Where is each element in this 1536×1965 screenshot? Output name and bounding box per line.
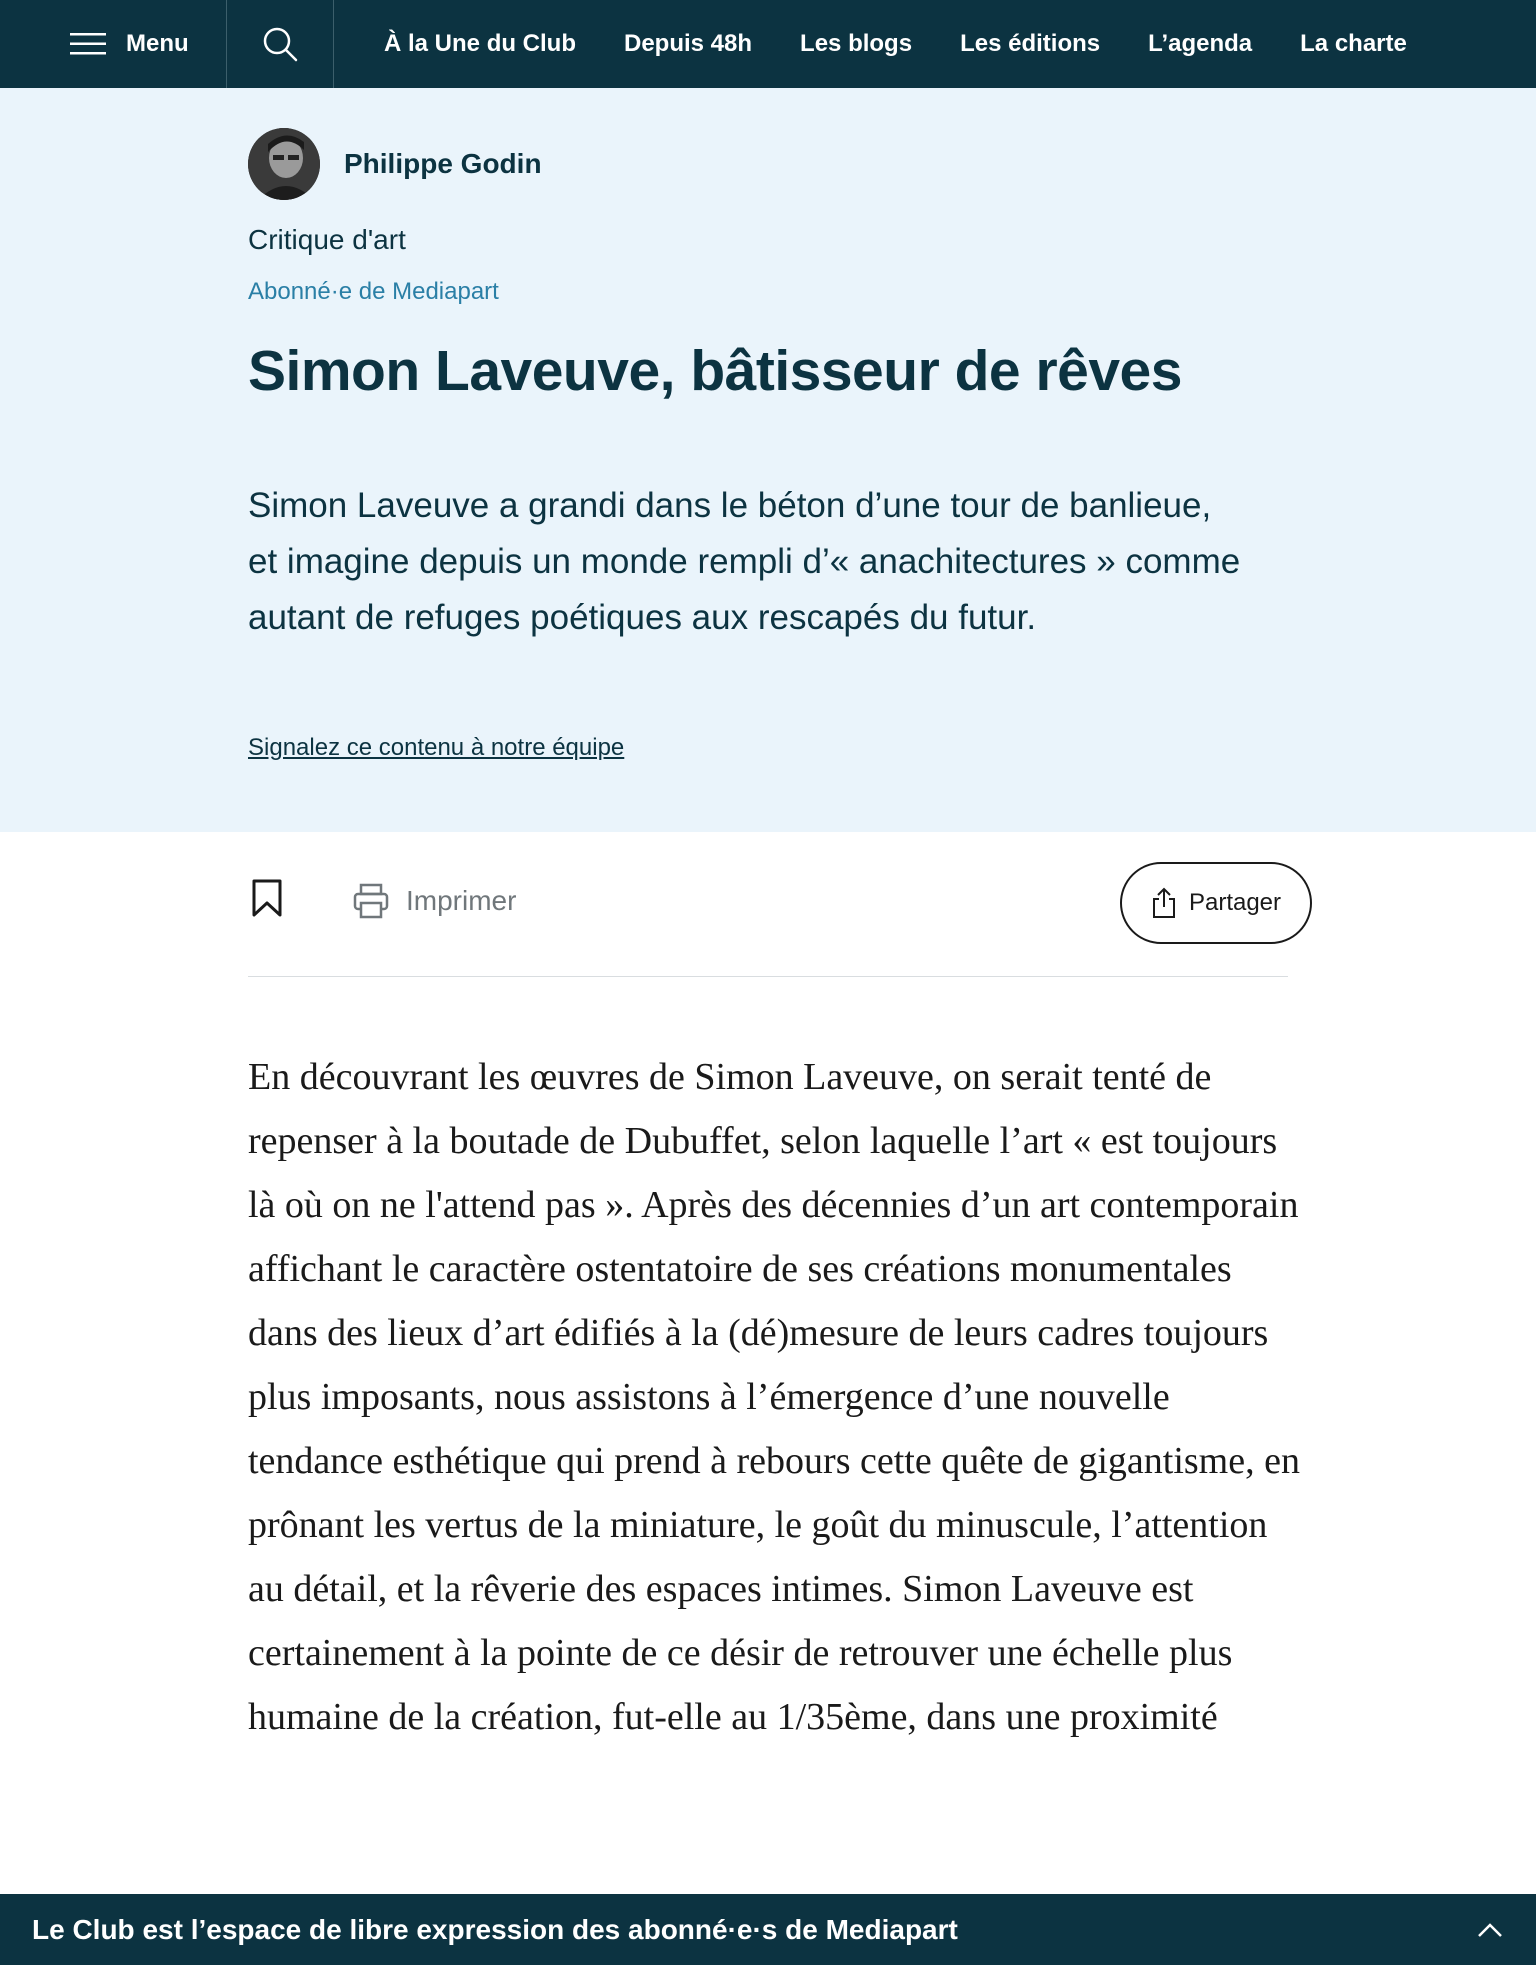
- share-icon: [1151, 887, 1177, 919]
- share-label: Partager: [1188, 889, 1282, 916]
- bookmark-icon: [250, 878, 284, 918]
- menu-label: Menu: [126, 30, 189, 57]
- hamburger-icon: [70, 31, 106, 57]
- search-button[interactable]: [227, 0, 334, 88]
- author-name[interactable]: Philippe Godin: [344, 148, 542, 179]
- nav-link-une[interactable]: À la Une du Club: [384, 30, 576, 57]
- report-content-link[interactable]: Signalez ce contenu à notre équipe: [248, 734, 625, 761]
- nav-link-blogs[interactable]: Les blogs: [800, 30, 913, 57]
- nav-link-agenda[interactable]: L’agenda: [1148, 30, 1253, 57]
- article-body: En découvrant les œuvres de Simon Laveuve, on serait tenté de repenser à la boutade de Dubuffet, selon laquelle l’art « est toujours là où on ne l'attend pas ». Après des décennies d’un art contemporain affichant le caractère ostentatoire de ses créations monumentales dans des lieux d’art édifiés à la (dé)mesure de leurs cadres toujours plus imposants, nous assistons à l’émergence d’une nouvelle tendance esthétique qui prend à rebours cette quête de gigantisme, en prônant les vertus de la miniature, le goût du minuscule, l’attention au détail, et la rêverie des espaces intimes. Simon Laveuve est certainement à la pointe de ce désir de retrouver une échelle plus humaine de la création, fut-elle au 1/35ème, dans une proximité: [248, 1056, 1300, 1738]
- article-toolbar: [248, 862, 1288, 977]
- top-navigation: [0, 0, 1536, 88]
- article-header: [0, 88, 1536, 832]
- author-row: [248, 128, 542, 200]
- article-lede: Simon Laveuve a grandi dans le béton d’une tour de banlieue, et imagine depuis un monde rempli d’« anachitectures » comme autant de refuges poétiques aux rescapés du futur.: [248, 486, 1241, 637]
- author-role: Critique d'art: [248, 224, 406, 255]
- avatar[interactable]: [248, 128, 320, 200]
- bookmark-button[interactable]: [250, 878, 290, 930]
- club-banner-text: Le Club est l’espace de libre expression des abonné·e·s de Mediapart: [32, 1913, 958, 1945]
- banner-expand-button[interactable]: [1476, 1921, 1504, 1939]
- chevron-up-icon: [1476, 1921, 1504, 1939]
- nav-link-editions[interactable]: Les éditions: [960, 30, 1101, 57]
- printer-icon: [352, 882, 390, 920]
- share-button[interactable]: [1120, 862, 1312, 944]
- nav-links: [384, 30, 1455, 58]
- search-icon: [262, 26, 298, 62]
- nav-link-48h[interactable]: Depuis 48h: [624, 30, 753, 57]
- print-label: Imprimer: [406, 885, 517, 916]
- menu-button[interactable]: [0, 0, 227, 88]
- article-title: Simon Laveuve, bâtisseur de rêves: [248, 339, 1182, 403]
- club-banner: [0, 1894, 1536, 1965]
- nav-link-charte[interactable]: La charte: [1300, 30, 1407, 57]
- print-button[interactable]: [352, 882, 516, 920]
- avatar-photo-icon: [248, 128, 320, 200]
- subscriber-badge: Abonné·e de Mediapart: [248, 278, 499, 305]
